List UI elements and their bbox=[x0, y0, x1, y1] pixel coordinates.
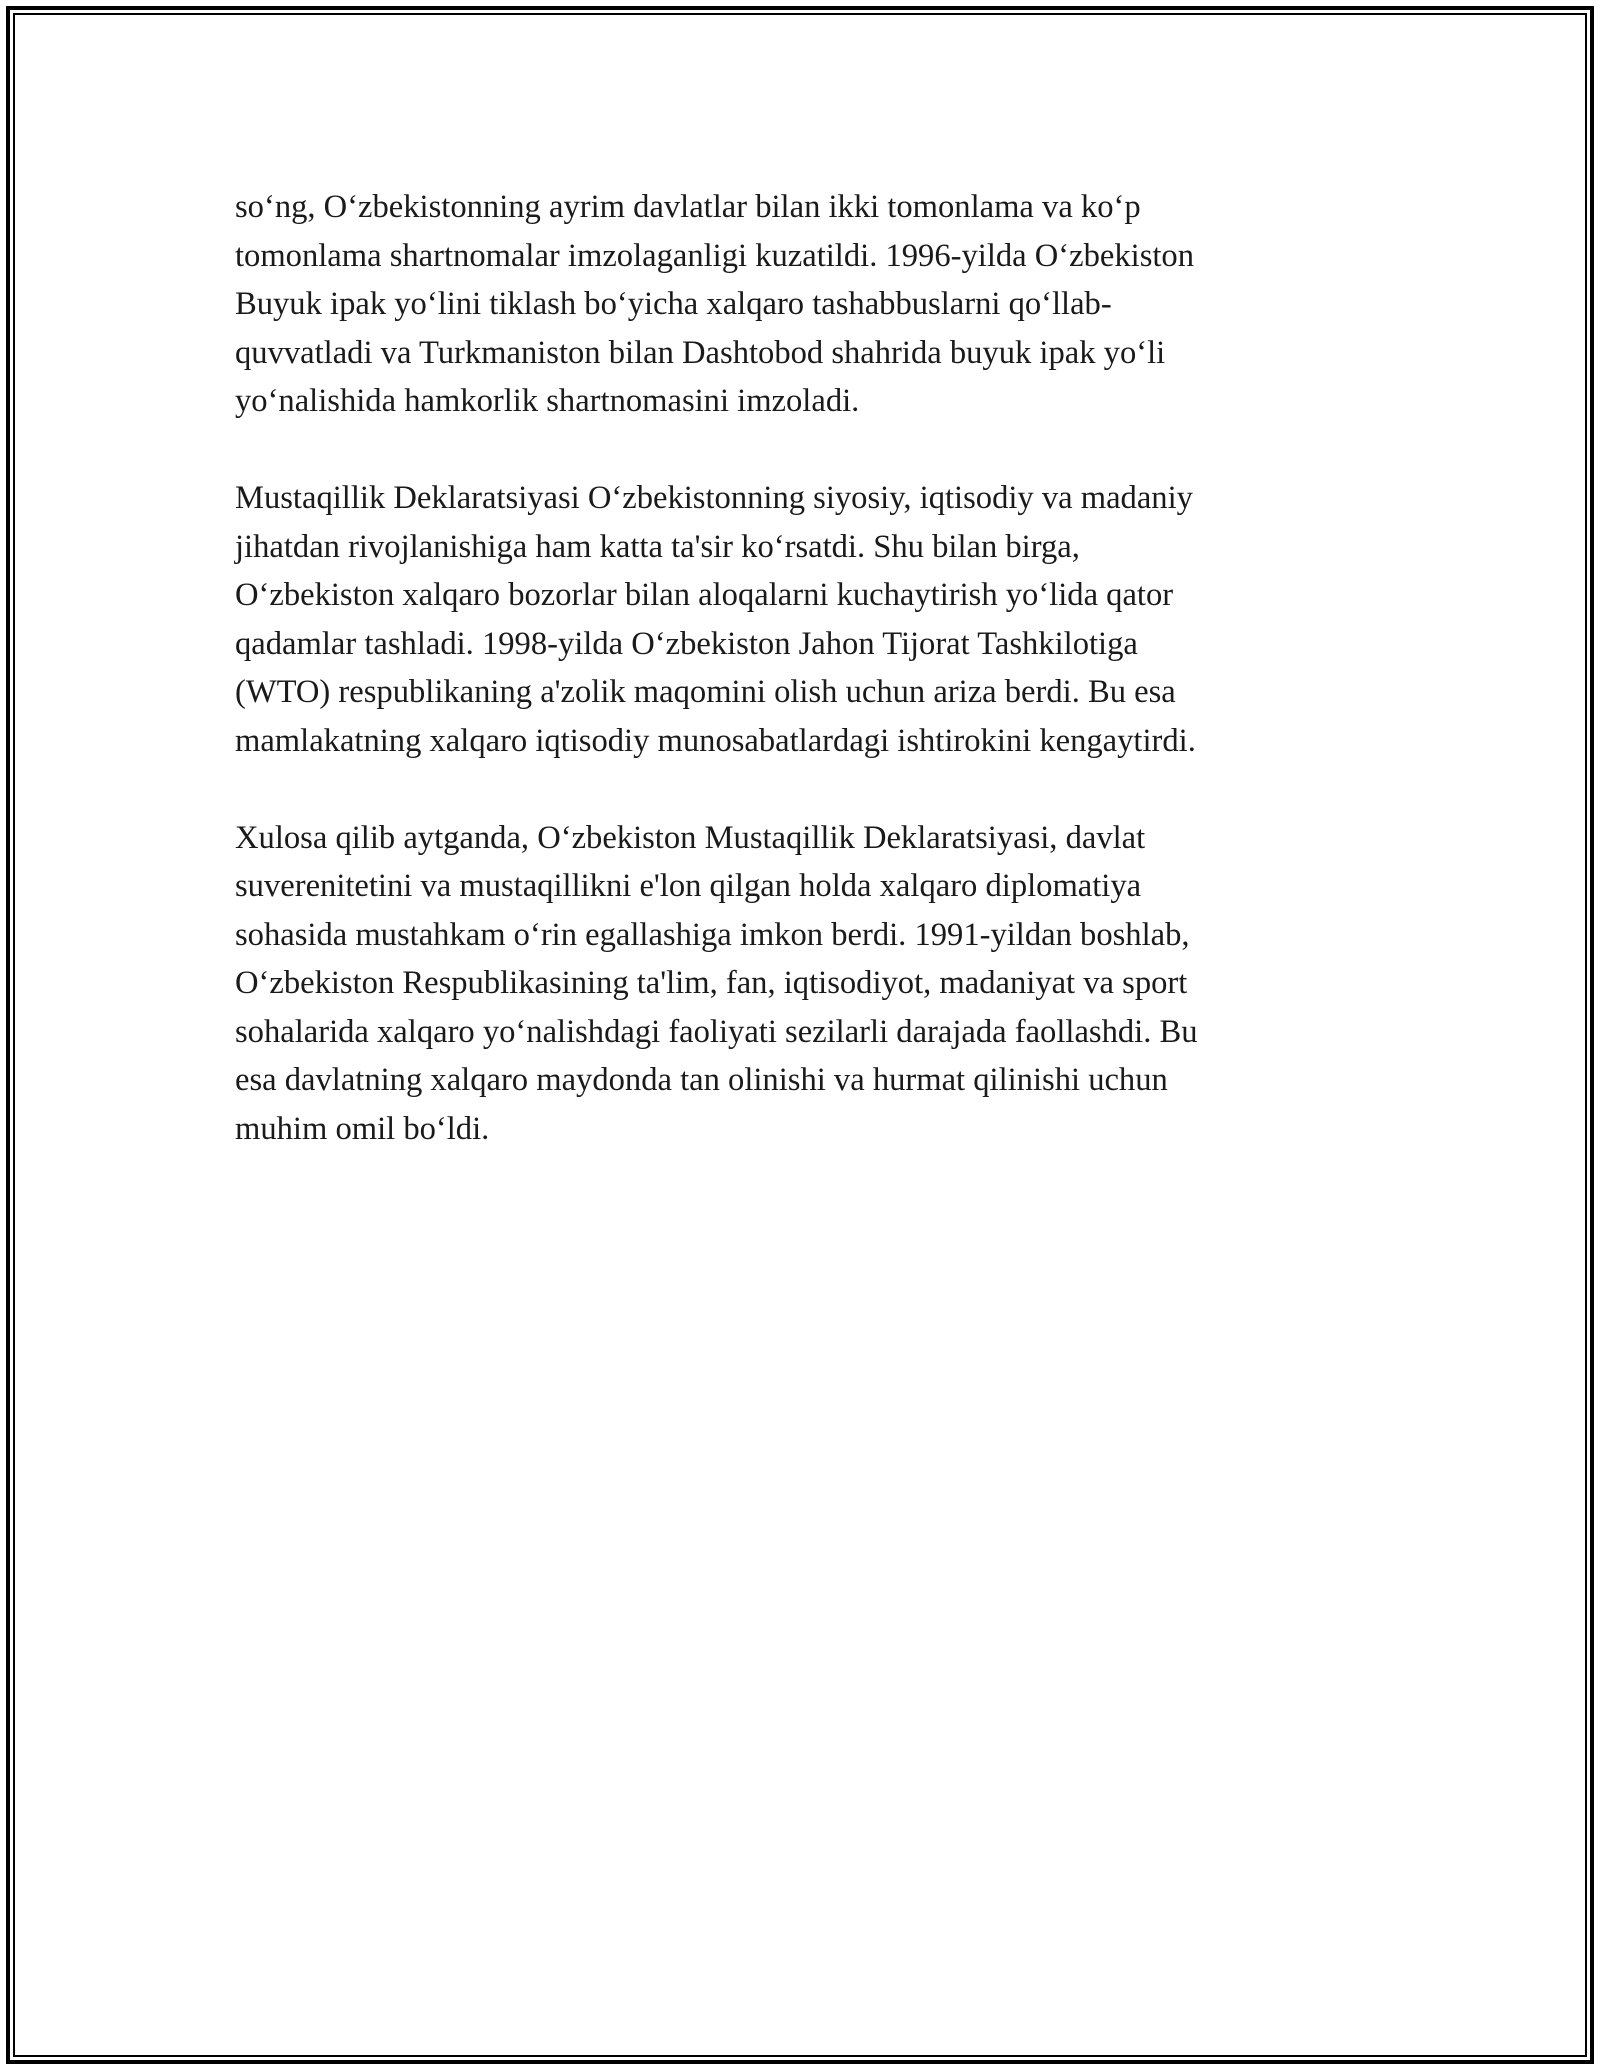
text-line: yo‘nalishida hamkorlik shartnomasini imzoladi. bbox=[235, 383, 860, 419]
text-line: esa davlatning xalqaro maydonda tan olinishi va hurmat qilinishi uchun bbox=[235, 1062, 1168, 1098]
paragraph-2 bbox=[235, 474, 1365, 765]
text-line: O‘zbekiston Respublikasining ta'lim, fan, iqtisodiyot, madaniyat va sport bbox=[235, 965, 1188, 1001]
text-line: Xulosa qilib aytganda, O‘zbekiston Mustaqillik Deklaratsiyasi, davlat bbox=[235, 819, 1146, 856]
text-line: tomonlama shartnomalar imzolaganligi kuzatildi. 1996-yilda O‘zbekiston bbox=[235, 237, 1195, 274]
paragraph-1 bbox=[235, 183, 1365, 426]
text-line: so‘ng, O‘zbekistonning ayrim davlatlar bilan ikki tomonlama va ko‘p bbox=[235, 189, 1141, 225]
text-line: jihatdan rivojlanishiga ham katta ta'sir ko‘rsatdi. Shu bilan birga, bbox=[235, 528, 1080, 565]
paragraph-3 bbox=[235, 814, 1365, 1154]
text-line: Mustaqillik Deklaratsiyasi O‘zbekistonning siyosiy, iqtisodiy va madaniy bbox=[235, 480, 1193, 516]
text-line: mamlakatning xalqaro iqtisodiy munosabatlardagi ishtirokini kengaytirdi. bbox=[235, 722, 1196, 759]
text-line: sohalarida xalqaro yo‘nalishdagi faoliyati sezilarli darajada faollashdi. Bu bbox=[235, 1013, 1198, 1050]
document-body bbox=[235, 183, 1365, 1202]
text-line: qadamlar tashladi. 1998-yilda O‘zbekiston Jahon Tijorat Tashkilotiga bbox=[235, 625, 1138, 662]
text-line: (WTO) respublikaning a'zolik maqomini olish uchun ariza berdi. Bu esa bbox=[235, 674, 1176, 710]
text-line: suverenitetini va mustaqillikni e'lon qilgan holda xalqaro diplomatiya bbox=[235, 868, 1142, 904]
text-line: O‘zbekiston xalqaro bozorlar bilan aloqalarni kuchaytirish yo‘lida qator bbox=[235, 577, 1174, 613]
text-line: Buyuk ipak yo‘lini tiklash bo‘yicha xalqaro tashabbuslarni qo‘llab- bbox=[235, 286, 1112, 322]
text-line: muhim omil bo‘ldi. bbox=[235, 1110, 490, 1147]
text-line: quvvatladi va Turkmaniston bilan Dashtobod shahrida buyuk ipak yo‘li bbox=[235, 334, 1166, 371]
text-line: sohasida mustahkam o‘rin egallashiga imkon berdi. 1991-yildan boshlab, bbox=[235, 916, 1190, 953]
